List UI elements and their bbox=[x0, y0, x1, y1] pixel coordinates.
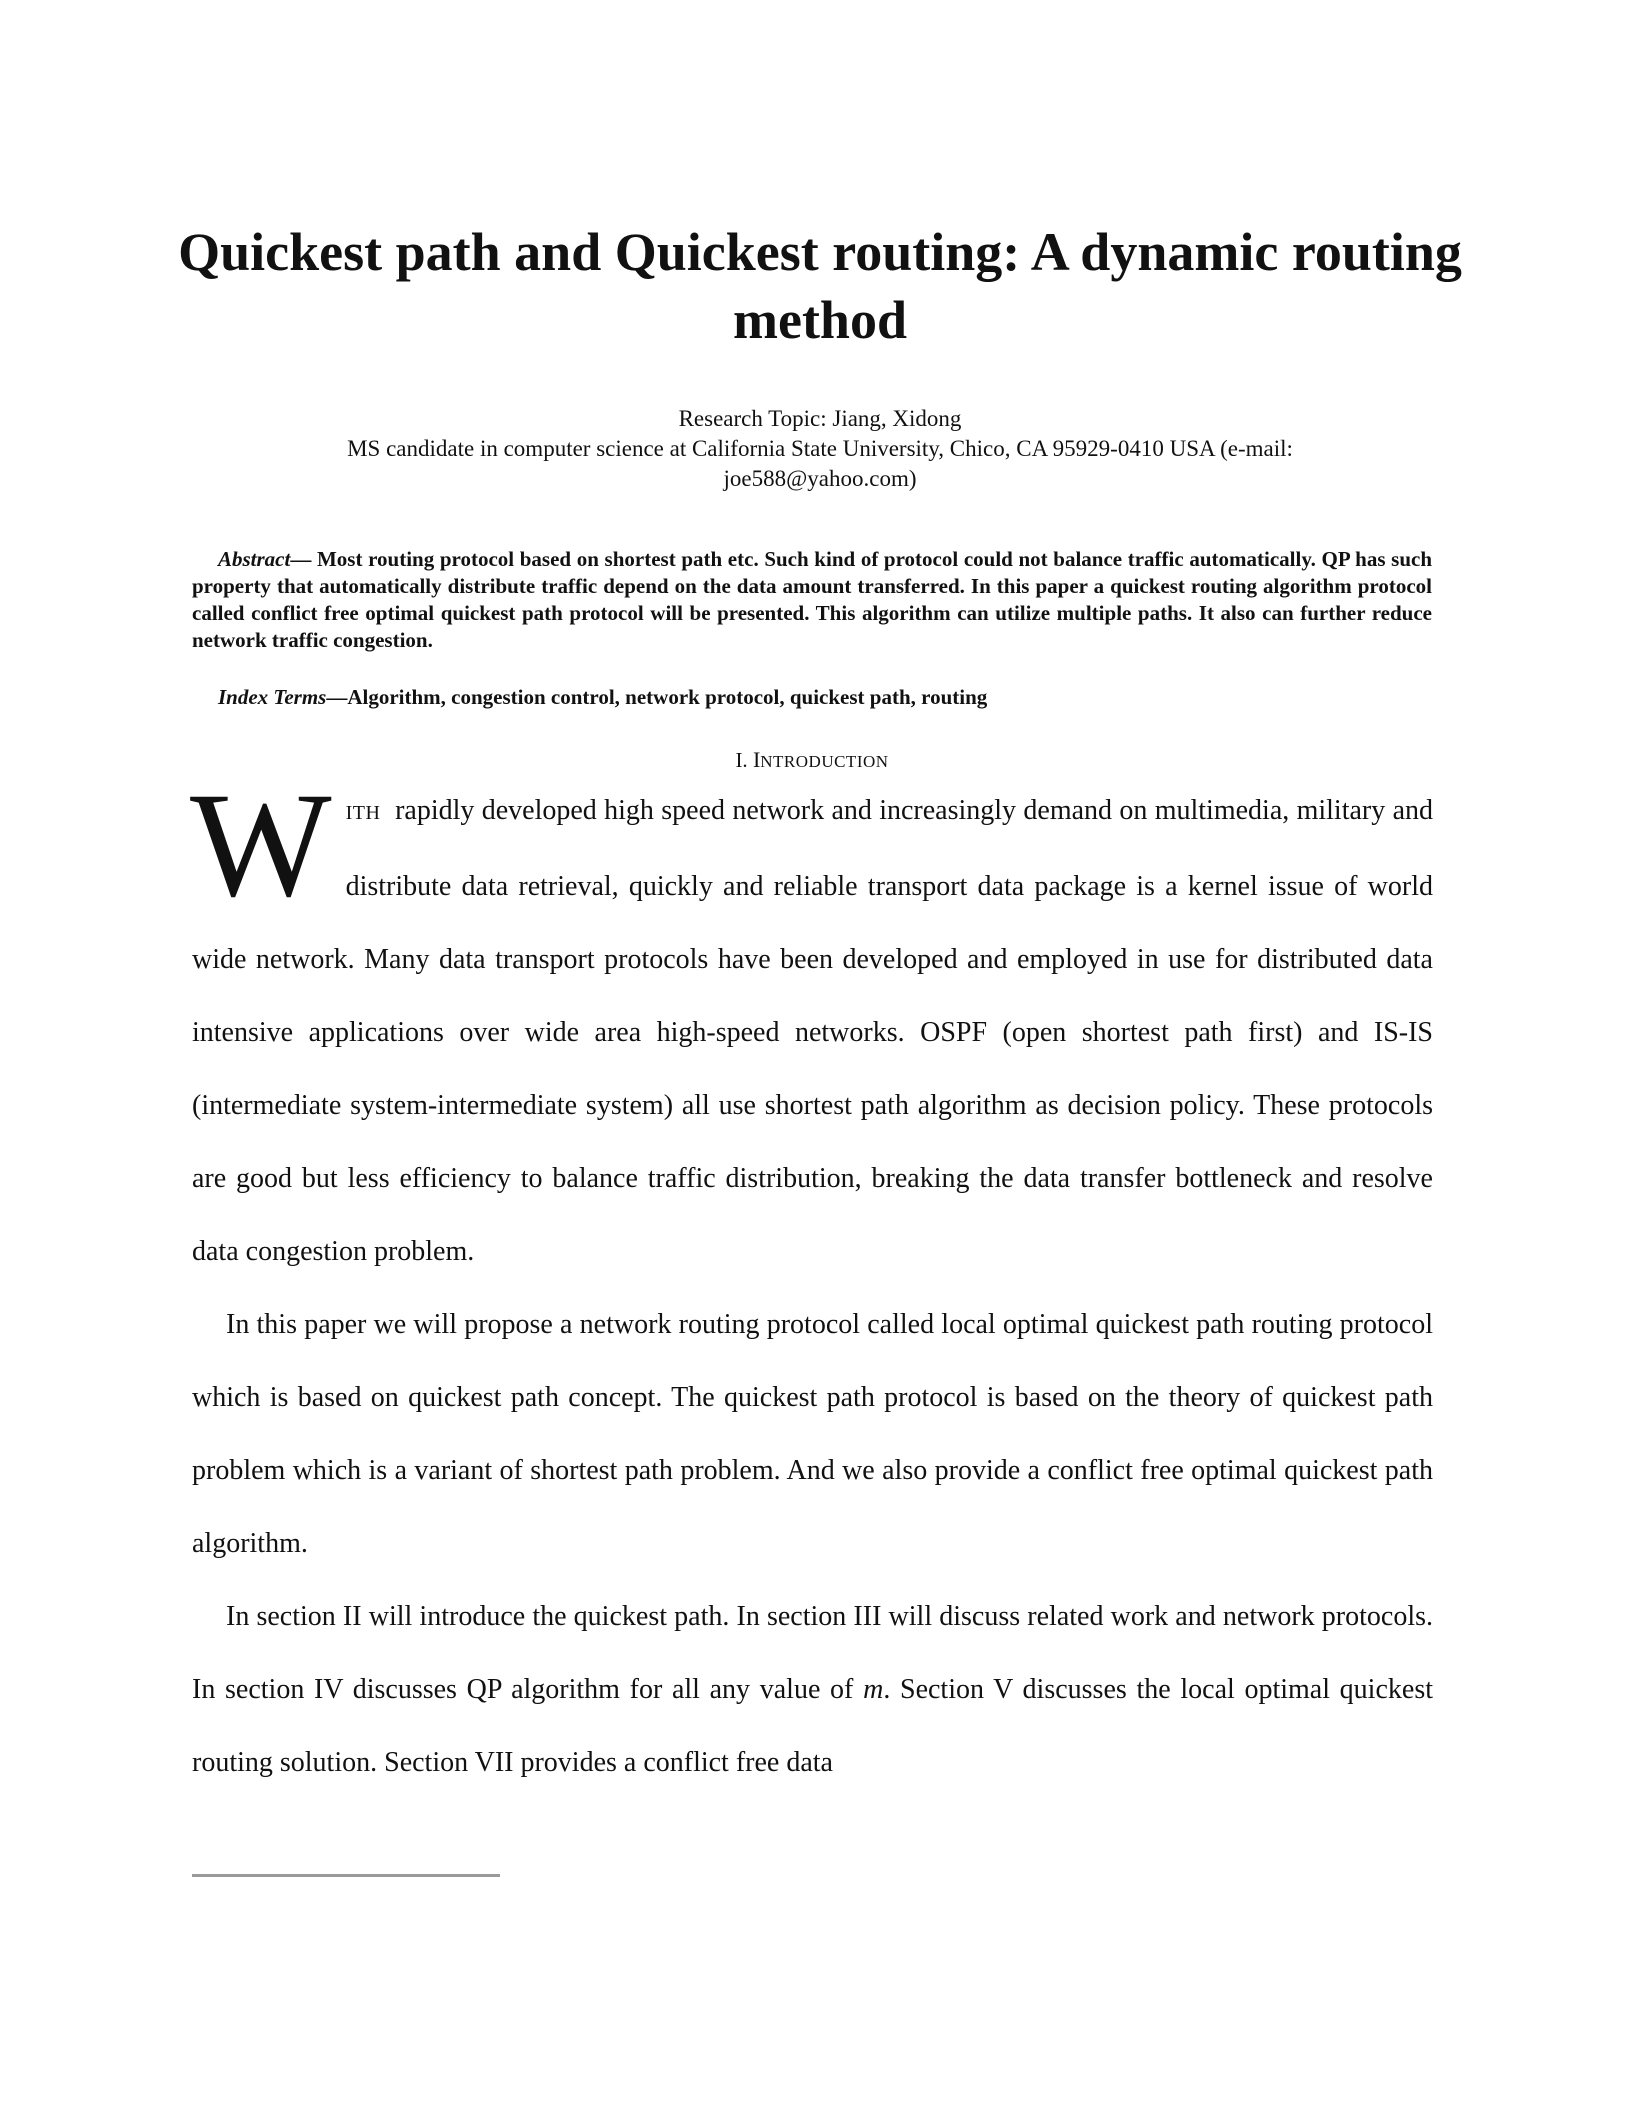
author-block bbox=[190, 404, 1450, 494]
intro-paragraph-3-text-a: In section II will introduce the quickest path. In section III will discuss related work and network protocols. In section IV discusses QP algorithm for all any value of bbox=[192, 1601, 1433, 1705]
intro-paragraph-1 bbox=[190, 762, 1434, 1288]
author-line-2: MS candidate in computer science at California State University, Chico, CA 95929-0410 USA (e-mail: bbox=[347, 436, 1293, 461]
abstract-text: Most routing protocol based on shortest path etc. Such kind of protocol could not balance traffic automatically. QP has such property that automatically distribute traffic depend on the data amount transferred. In this paper a quickest routing algorithm protocol called conflict free optimal quickest path protocol will be presented. This algorithm can utilize multiple paths. It also can further reduce network traffic congestion. bbox=[192, 547, 1432, 652]
section-heading-rest: NTRODUCTION bbox=[760, 752, 889, 771]
section-numeral: I. bbox=[735, 748, 748, 772]
index-terms bbox=[192, 684, 1432, 711]
index-terms-text: Algorithm, congestion control, network protocol, quickest path, routing bbox=[347, 685, 988, 709]
drop-cap: W bbox=[190, 762, 332, 928]
section-heading-introduction bbox=[192, 746, 1432, 775]
abstract-label: Abstract bbox=[218, 547, 291, 571]
drop-cap-continuation: ITH bbox=[345, 802, 381, 824]
abstract-dash: — bbox=[290, 547, 317, 571]
index-terms-label: Index Terms bbox=[218, 685, 327, 709]
intro-paragraph-3 bbox=[192, 1580, 1433, 1799]
intro-paragraph-1-text: rapidly developed high speed network and increasingly demand on multimedia, military and distribute data retrieval, quickly and reliable transport data package is a kernel issue of world wide network. Many data transport protocols have been developed and employed in use for distributed data intensive applications over wide area high-speed networks. OSPF (open shortest path first) and IS-IS (intermediate system-intermediate system) all use shortest path algorithm as decision policy. These protocols are good but less efficiency to balance traffic distribution, breaking the data transfer bottleneck and resolve data congestion problem. bbox=[192, 795, 1434, 1267]
author-line-1: Research Topic: Jiang, Xidong bbox=[678, 406, 962, 431]
introduction-body bbox=[190, 762, 1434, 1799]
index-terms-dash: — bbox=[326, 685, 348, 709]
intro-paragraph-3-text-b: . Section V discusses the local optimal quickest routing solution. Section VII provides a conflict free data bbox=[192, 1674, 1433, 1778]
section-heading-first-letter: I bbox=[752, 747, 761, 772]
footnote-rule bbox=[192, 1874, 500, 1877]
variable-m: m bbox=[863, 1674, 884, 1705]
author-line-3: joe588@yahoo.com) bbox=[723, 466, 917, 491]
paper-title: Quickest path and Quickest routing: A dynamic routing method bbox=[178, 222, 1462, 350]
intro-paragraph-2: In this paper we will propose a network routing protocol called local optimal quickest path routing protocol which is based on quickest path concept. The quickest path protocol is based on the theory of quickest path problem which is a variant of shortest path problem. And we also provide a conflict free optimal quickest path algorithm. bbox=[192, 1309, 1433, 1559]
abstract bbox=[192, 546, 1432, 654]
